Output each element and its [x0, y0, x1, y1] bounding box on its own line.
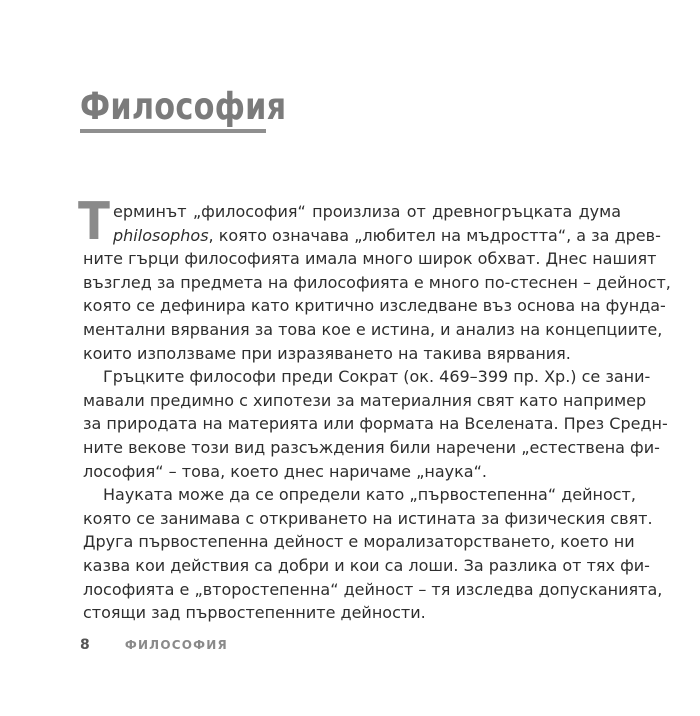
paragraph-line: лософия“ – това, което днес наричаме „наука“.	[83, 461, 487, 481]
paragraph-line: лософията е „второстепенна“ дейност – тя изследва допусканията,	[83, 579, 663, 599]
paragraph-line	[83, 224, 661, 248]
title-underline	[80, 129, 266, 133]
italic-term: philosophos	[113, 225, 209, 245]
running-head: ФИЛОСОФИЯ	[124, 638, 228, 652]
paragraph-line: ните векове този вид разсъждения били наречени „естествена фи-	[83, 437, 660, 457]
paragraph-line: Гръцките философи преди Сократ (ок. 469–399 пр. Хр.) се зани-	[103, 367, 651, 387]
paragraph-line: които използваме при изразяването на такива вярвания.	[83, 343, 571, 363]
paragraph-line: ните гърци философията имала много широк обхват. Днес нашият	[83, 249, 657, 269]
body-text	[78, 192, 671, 625]
paragraph-line: която се дефинира като критично изследване въз основа на фунда-	[83, 296, 666, 316]
paragraph-line: която се занимава с откриването на истината за физическия свят.	[83, 508, 653, 528]
paragraph-line: стоящи зад първостепенните дейности.	[83, 603, 426, 623]
page-footer	[80, 634, 228, 653]
paragraph-line: Друга първостепенна дейност е морализаторстването, което ни	[83, 532, 635, 552]
page-number: 8	[80, 637, 90, 653]
paragraph-line: за природата на материята или формата на Вселената. През Средн-	[83, 414, 668, 434]
paragraph-line: казва кои действия са добри и кои са лоши. За разлика от тях фи-	[83, 555, 650, 575]
drop-cap: Т	[78, 192, 110, 252]
paragraph-line: мавали предимно с хипотези за материалния свят като например	[83, 390, 647, 410]
page-title: Философия	[80, 85, 287, 128]
paragraph-line: Науката може да се определи като „първостепенна“ дейност,	[103, 485, 636, 505]
line-text: , която означава „любител на мъдростта“, а за древ-	[208, 225, 661, 245]
paragraph-line: възглед за предмета на философията е много по-стеснен – дейност,	[83, 272, 671, 292]
line-text: ерминът „философия“ произлиза от древногръцката дума	[113, 202, 621, 221]
paragraph-line: ментални вярвания за това кое е истина, и анализ на концепциите,	[83, 319, 663, 339]
